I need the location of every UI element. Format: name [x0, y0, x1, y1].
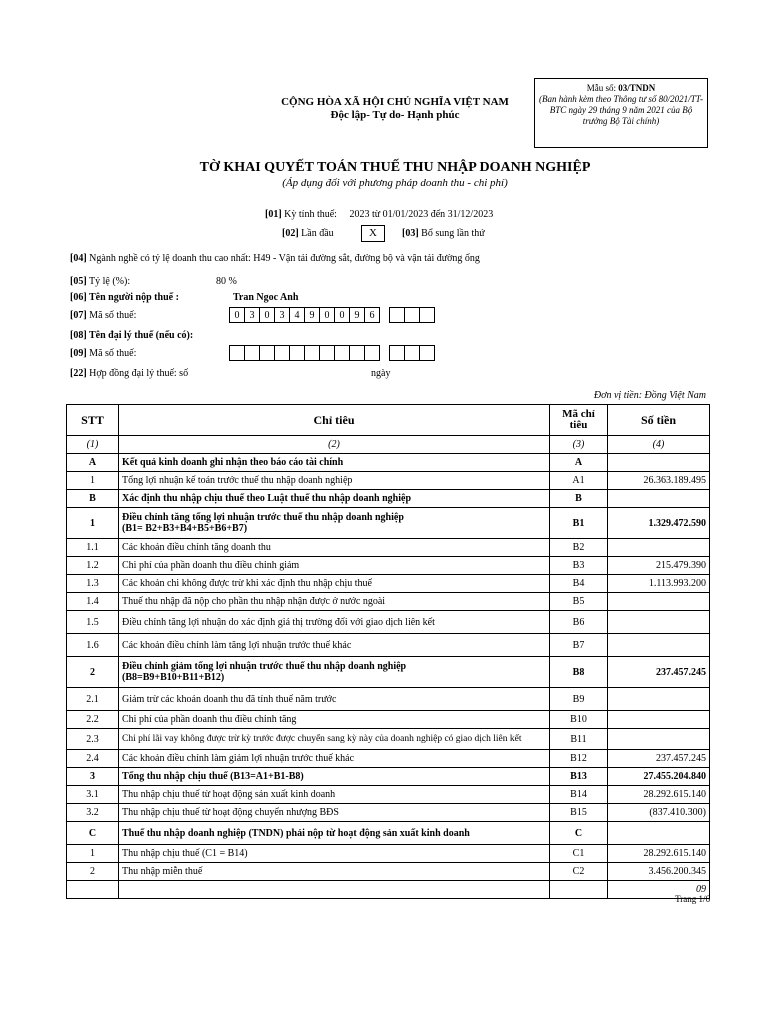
- agent-tax-id-branch-digit[interactable]: [419, 345, 435, 361]
- row-amount: [608, 454, 710, 472]
- row-code: C1: [550, 845, 608, 863]
- row-stt: 2: [67, 863, 119, 881]
- agent-tax-id-label: Mã số thuế:: [89, 348, 137, 359]
- agent-name-row: [70, 330, 193, 341]
- row-amount: [608, 634, 710, 657]
- row-stt: 3.1: [67, 786, 119, 804]
- row-indicator-text: Các khoản điều chỉnh tăng doanh thu: [122, 542, 271, 553]
- row-indicator-text: Chi phí của phần doanh thu điều chỉnh giảm: [122, 560, 300, 571]
- col-header-stt: STT: [67, 405, 119, 436]
- table-row: [67, 786, 710, 804]
- page-title: TỜ KHAI QUYẾT TOÁN THUẾ THU NHẬP DOANH NGHIỆP: [199, 160, 591, 175]
- row-amount: (837.410.300): [608, 804, 710, 822]
- main-industry-value: H49 - Vận tải đường sắt, đường bộ và vận tải đường ống: [253, 253, 480, 264]
- field-code-06: [06]: [70, 292, 87, 303]
- row-code: A1: [550, 472, 608, 490]
- taxpayer-name-row: [70, 292, 179, 303]
- tax-settlement-table: [66, 404, 710, 899]
- row-indicator: [119, 711, 550, 729]
- agent-tax-id-digit[interactable]: [304, 345, 320, 361]
- row-stt: A: [67, 454, 119, 472]
- field-code-07: [07]: [70, 310, 87, 321]
- table-row: [67, 634, 710, 657]
- row-indicator: [119, 490, 550, 508]
- row-amount: 09: [608, 881, 710, 899]
- row-stt: 1: [67, 845, 119, 863]
- row-indicator-formula: (B8=B9+B10+B11+B12): [122, 672, 225, 683]
- row-indicator: [119, 508, 550, 539]
- row-indicator-text: Chi phí lãi vay không được trừ kỳ trước được chuyển sang kỳ này của doanh nghiệp có giao dịch liên kết: [122, 733, 522, 744]
- tax-id-digit[interactable]: 0: [334, 307, 350, 323]
- row-stt: B: [67, 490, 119, 508]
- row-amount: 1.113.993.200: [608, 575, 710, 593]
- table-row: [67, 688, 710, 711]
- table-row: [67, 768, 710, 786]
- table-row: [67, 881, 710, 899]
- row-stt: C: [67, 822, 119, 845]
- row-indicator: [119, 729, 550, 750]
- tax-id-digit[interactable]: 0: [259, 307, 275, 323]
- supplement-label: Bổ sung lần thứ: [421, 228, 485, 239]
- tax-id-label: Mã số thuế:: [89, 310, 137, 321]
- agent-tax-id-digit[interactable]: [364, 345, 380, 361]
- tax-id-branch-digit[interactable]: [389, 307, 405, 323]
- agent-tax-id-digit[interactable]: [289, 345, 305, 361]
- form-legal-note: (Ban hành kèm theo Thông tư số 80/2021/TT-BTC ngày 29 tháng 9 năm 2021 của Bộ trưởng Bộ Tài chính): [539, 94, 703, 126]
- agent-tax-id-digit-boxes[interactable]: [230, 345, 435, 361]
- row-amount: [608, 688, 710, 711]
- row-code: B13: [550, 768, 608, 786]
- row-code: B9: [550, 688, 608, 711]
- field-code-22: [22]: [70, 368, 87, 379]
- table-row: [67, 657, 710, 688]
- row-code: B12: [550, 750, 608, 768]
- table-row: [67, 472, 710, 490]
- tax-id-digit-boxes[interactable]: [230, 307, 435, 323]
- agent-tax-id-row: [70, 348, 136, 359]
- row-code: B15: [550, 804, 608, 822]
- row-indicator-text: Thuế thu nhập doanh nghiệp (TNDN) phải nộp từ hoạt động sản xuất kinh doanh: [122, 827, 470, 839]
- row-indicator: [119, 575, 550, 593]
- tax-id-branch-digit[interactable]: [419, 307, 435, 323]
- row-indicator-text: Xác định thu nhập chịu thuế theo Luật thuế thu nhập doanh nghiệp: [122, 493, 411, 504]
- table-row: [67, 822, 710, 845]
- field-code-02: [02]: [282, 228, 299, 239]
- table-row: [67, 863, 710, 881]
- row-stt: 1.6: [67, 634, 119, 657]
- row-stt: 1.5: [67, 611, 119, 634]
- row-indicator-text: Tổng lợi nhuận kế toán trước thuế thu nhập doanh nghiệp: [122, 475, 353, 486]
- field-code-01: [01]: [265, 209, 282, 220]
- field-code-04: [04]: [70, 253, 87, 264]
- row-code: B3: [550, 557, 608, 575]
- col-header-amount: Số tiền: [608, 405, 710, 436]
- tax-id-digit[interactable]: 3: [244, 307, 260, 323]
- row-stt: 2: [67, 657, 119, 688]
- row-indicator-text: Thu nhập miễn thuế: [122, 866, 203, 877]
- table-row: [67, 454, 710, 472]
- row-indicator-text: Chi phí của phần doanh thu điều chỉnh tăng: [122, 714, 297, 725]
- agent-tax-id-branch-digit[interactable]: [404, 345, 420, 361]
- row-indicator: [119, 611, 550, 634]
- ratio-row: [70, 276, 130, 287]
- row-code: C: [550, 822, 608, 845]
- table-header-row: [67, 405, 710, 436]
- row-code: B10: [550, 711, 608, 729]
- row-indicator: [119, 845, 550, 863]
- table-row: [67, 804, 710, 822]
- row-stt: 1: [67, 508, 119, 539]
- agent-contract-row: [70, 368, 188, 379]
- taxpayer-name-label: Tên người nộp thuế :: [89, 292, 179, 303]
- row-code: B4: [550, 575, 608, 593]
- row-indicator-text: Thu nhập chịu thuế từ hoạt động sản xuất kinh doanh: [122, 789, 336, 800]
- table-row: [67, 750, 710, 768]
- tax-id-digit[interactable]: 3: [274, 307, 290, 323]
- row-stt: 2.4: [67, 750, 119, 768]
- row-code: [550, 881, 608, 899]
- ratio-value: 80 %: [216, 276, 237, 287]
- agent-tax-id-digit[interactable]: [274, 345, 290, 361]
- table-subheader-row: [67, 436, 710, 454]
- row-amount: [608, 711, 710, 729]
- table-row: [67, 611, 710, 634]
- agent-name-label: Tên đại lý thuế (nếu có):: [89, 330, 194, 341]
- row-code: B8: [550, 657, 608, 688]
- row-code: B2: [550, 539, 608, 557]
- row-indicator: [119, 804, 550, 822]
- row-amount: [608, 539, 710, 557]
- row-indicator-text: Giảm trừ các khoản doanh thu đã tính thuế năm trước: [122, 693, 337, 705]
- row-indicator: [119, 786, 550, 804]
- row-indicator: [119, 454, 550, 472]
- table-row: [67, 508, 710, 539]
- row-amount: [608, 822, 710, 845]
- agent-contract-date-label: ngày: [371, 368, 391, 379]
- row-amount: 215.479.390: [608, 557, 710, 575]
- row-stt: 1.2: [67, 557, 119, 575]
- tax-id-digit[interactable]: 4: [289, 307, 305, 323]
- row-amount: 1.329.472.590: [608, 508, 710, 539]
- row-code: B5: [550, 593, 608, 611]
- form-number-label: Mẫu số:: [586, 83, 616, 93]
- col-header-indicator: Chỉ tiêu: [119, 405, 550, 436]
- taxpayer-name-value: Tran Ngoc Anh: [233, 292, 299, 303]
- row-amount: 28.292.615.140: [608, 845, 710, 863]
- row-indicator-formula: (B1= B2+B3+B4+B5+B6+B7): [122, 523, 248, 534]
- supplement-row: [402, 228, 485, 239]
- agent-tax-id-digit[interactable]: [349, 345, 365, 361]
- agent-tax-id-digit[interactable]: [259, 345, 275, 361]
- row-indicator-text: Thu nhập chịu thuế từ hoạt động chuyển nhượng BĐS: [122, 807, 339, 818]
- row-stt: 2.3: [67, 729, 119, 750]
- row-indicator: [119, 634, 550, 657]
- row-indicator: [119, 593, 550, 611]
- tax-id-digit[interactable]: 9: [349, 307, 365, 323]
- main-industry-row: [70, 253, 480, 264]
- tax-id-digit[interactable]: 0: [319, 307, 335, 323]
- row-indicator: [119, 472, 550, 490]
- agent-tax-id-branch-digit[interactable]: [389, 345, 405, 361]
- tax-id-digit[interactable]: 0: [229, 307, 245, 323]
- row-indicator: [119, 768, 550, 786]
- field-code-03: [03]: [402, 228, 419, 239]
- row-amount: 237.457.245: [608, 657, 710, 688]
- first-time-checkbox[interactable]: X: [361, 225, 385, 242]
- row-code: B1: [550, 508, 608, 539]
- col-index: (3): [550, 436, 608, 454]
- row-amount: [608, 593, 710, 611]
- table-row: [67, 490, 710, 508]
- row-code: B14: [550, 786, 608, 804]
- tax-id-digit[interactable]: 9: [304, 307, 320, 323]
- row-code: B6: [550, 611, 608, 634]
- page-subtitle: (Áp dụng đối với phương pháp doanh thu - chi phí): [282, 177, 508, 189]
- row-code: C2: [550, 863, 608, 881]
- table-row: [67, 557, 710, 575]
- country-name: CỘNG HÒA XÃ HỘI CHỦ NGHĨA VIỆT NAM: [281, 96, 509, 108]
- form-number-box: [534, 78, 708, 148]
- table-row: [67, 593, 710, 611]
- row-stt: 3: [67, 768, 119, 786]
- table-row: [67, 539, 710, 557]
- row-amount: [608, 729, 710, 750]
- row-indicator: [119, 822, 550, 845]
- row-code: B: [550, 490, 608, 508]
- page-number: Trang 1/6: [675, 894, 710, 904]
- row-stt: 2.1: [67, 688, 119, 711]
- agent-tax-id-digit[interactable]: [334, 345, 350, 361]
- row-indicator: [119, 688, 550, 711]
- row-amount: 3.456.200.345: [608, 863, 710, 881]
- row-stt: 1: [67, 472, 119, 490]
- row-indicator-text: Thuế thu nhập đã nộp cho phần thu nhập nhận được ở nước ngoài: [122, 596, 386, 607]
- tax-id-digit[interactable]: 6: [364, 307, 380, 323]
- row-amount: 27.455.204.840: [608, 768, 710, 786]
- row-indicator: [119, 539, 550, 557]
- tax-id-row: [70, 310, 136, 321]
- row-indicator-text: Điều chỉnh tăng lợi nhuận do xác định giá thị trường đối với giao dịch liên kết: [122, 616, 435, 628]
- currency-unit: Đơn vị tiền: Đồng Việt Nam: [593, 390, 706, 401]
- tax-period-label: Kỳ tính thuế:: [284, 209, 337, 220]
- row-stt: 1.1: [67, 539, 119, 557]
- row-code: A: [550, 454, 608, 472]
- row-indicator: [119, 863, 550, 881]
- row-indicator: [119, 557, 550, 575]
- row-indicator-text: Các khoản chi không được trừ khi xác định thu nhập chịu thuế: [122, 578, 372, 589]
- first-time-label: Lần đầu: [301, 228, 334, 239]
- table-row: [67, 575, 710, 593]
- row-stt: 3.2: [67, 804, 119, 822]
- agent-tax-id-digit[interactable]: [244, 345, 260, 361]
- row-stt: [67, 881, 119, 899]
- ratio-label: Tỷ lệ (%):: [89, 276, 131, 287]
- table-row: [67, 711, 710, 729]
- col-index: (1): [67, 436, 119, 454]
- form-number-code: 03/TNDN: [618, 83, 656, 93]
- row-amount: [608, 611, 710, 634]
- col-header-code: Mã chỉ tiêu: [550, 405, 608, 436]
- row-amount: 28.292.615.140: [608, 786, 710, 804]
- table-row: [67, 845, 710, 863]
- field-code-09: [09]: [70, 348, 87, 359]
- row-indicator-text: Điều chỉnh tăng tổng lợi nhuận trước thuế thu nhập doanh nghiệp: [122, 512, 404, 523]
- agent-tax-id-digit[interactable]: [229, 345, 245, 361]
- field-code-08: [08]: [70, 330, 87, 341]
- row-code: B7: [550, 634, 608, 657]
- col-index: (4): [608, 436, 710, 454]
- row-stt: 2.2: [67, 711, 119, 729]
- col-index: (2): [119, 436, 550, 454]
- row-indicator-text: Thu nhập chịu thuế (C1 = B14): [122, 848, 248, 859]
- row-code: B11: [550, 729, 608, 750]
- row-indicator-text: Tổng thu nhập chịu thuế (B13=A1+B1-B8): [122, 771, 304, 782]
- tax-id-branch-digit[interactable]: [404, 307, 420, 323]
- tax-period-row: [265, 209, 493, 220]
- row-stt: 1.3: [67, 575, 119, 593]
- table-row: [67, 729, 710, 750]
- row-amount: 26.363.189.495: [608, 472, 710, 490]
- national-motto: Độc lập- Tự do- Hạnh phúc: [330, 109, 460, 121]
- row-stt: 1.4: [67, 593, 119, 611]
- row-indicator-text: Kết quả kinh doanh ghi nhận theo báo cáo tài chính: [122, 457, 344, 468]
- row-indicator-text: Điều chỉnh giảm tổng lợi nhuận trước thuế thu nhập doanh nghiệp: [122, 661, 407, 672]
- field-code-05: [05]: [70, 276, 87, 287]
- row-indicator-text: Các khoản điều chỉnh làm tăng lợi nhuận trước thuế khác: [122, 639, 352, 651]
- row-amount: 237.457.245: [608, 750, 710, 768]
- main-industry-label: Ngành nghề có tỷ lệ doanh thu cao nhất:: [89, 253, 251, 264]
- agent-tax-id-digit[interactable]: [319, 345, 335, 361]
- row-indicator: [119, 657, 550, 688]
- row-indicator-text: Các khoản điều chỉnh làm giảm lợi nhuận trước thuế khác: [122, 753, 355, 764]
- agent-contract-label: Hợp đồng đại lý thuế: số: [89, 368, 189, 379]
- first-time-row: [282, 228, 334, 239]
- row-indicator: [119, 750, 550, 768]
- tax-period-value: 2023 từ 01/01/2023 đến 31/12/2023: [349, 209, 494, 220]
- row-indicator: [119, 881, 550, 899]
- row-amount: [608, 490, 710, 508]
